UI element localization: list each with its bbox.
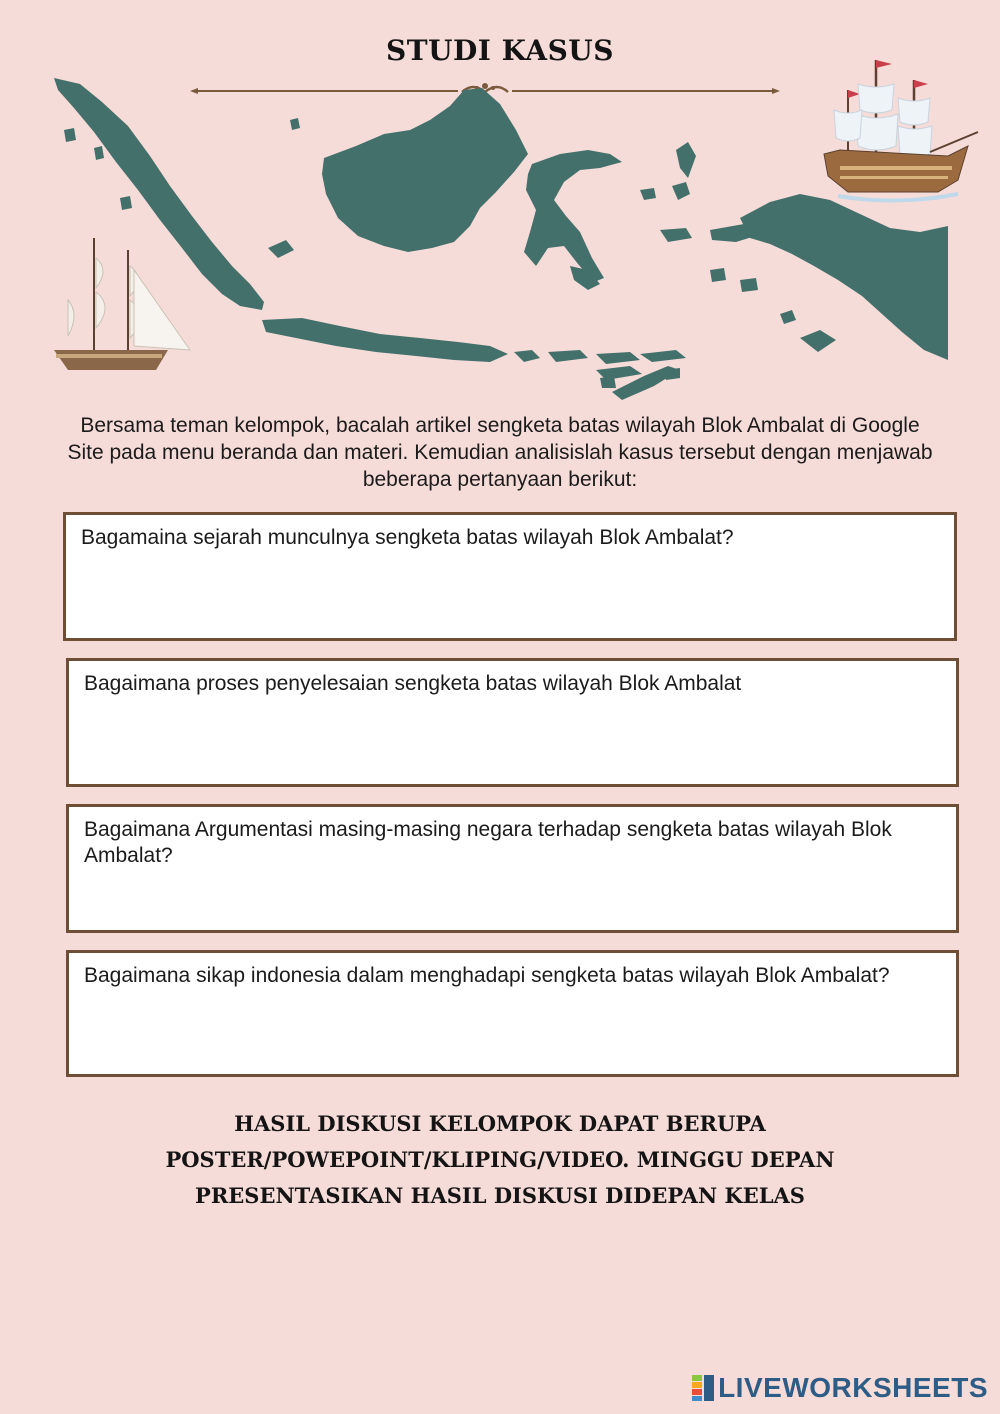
- assignment-note-line-3: PRESENTASIKAN HASIL DISKUSI DIDEPAN KELAS: [195, 1183, 805, 1208]
- galleon-ship-icon: [818, 50, 983, 205]
- question-4-text: Bagaimana sikap indonesia dalam menghadapi sengketa batas wilayah Blok Ambalat?: [84, 964, 890, 987]
- assignment-note-line-2: POSTER/POWEPOINT/KLIPING/VIDEO. MINGGU DEPAN: [165, 1147, 835, 1172]
- liveworksheets-logo-icon: [692, 1375, 714, 1401]
- question-box-3[interactable]: [66, 804, 959, 933]
- question-box-4[interactable]: [66, 950, 959, 1077]
- question-2-text: Bagaimana proses penyelesaian sengketa batas wilayah Blok Ambalat: [84, 672, 742, 695]
- assignment-note-line-1: HASIL DISKUSI KELOMPOK DAPAT BERUPA: [234, 1111, 766, 1136]
- question-box-2[interactable]: [66, 658, 959, 787]
- question-3-text: Bagaimana Argumentasi masing-masing negara terhadap sengketa batas wilayah Blok Ambalat?: [84, 818, 892, 867]
- liveworksheets-brand[interactable]: [692, 1372, 988, 1404]
- instructions-text: Bersama teman kelompok, bacalah artikel sengketa batas wilayah Blok Ambalat di Google Site pada menu beranda dan materi. Kemudian analisislah kasus tersebut dengan menjawab beberapa pertanyaan berikut:: [67, 414, 933, 491]
- brand-name: LIVEWORKSHEETS: [718, 1372, 988, 1403]
- question-box-1[interactable]: [63, 512, 957, 641]
- question-1-text: Bagamaina sejarah munculnya sengketa batas wilayah Blok Ambalat?: [81, 526, 734, 549]
- page-title: STUDI KASUS: [386, 34, 614, 67]
- sailing-ship-icon: [48, 230, 198, 380]
- assignment-note: [60, 1106, 940, 1214]
